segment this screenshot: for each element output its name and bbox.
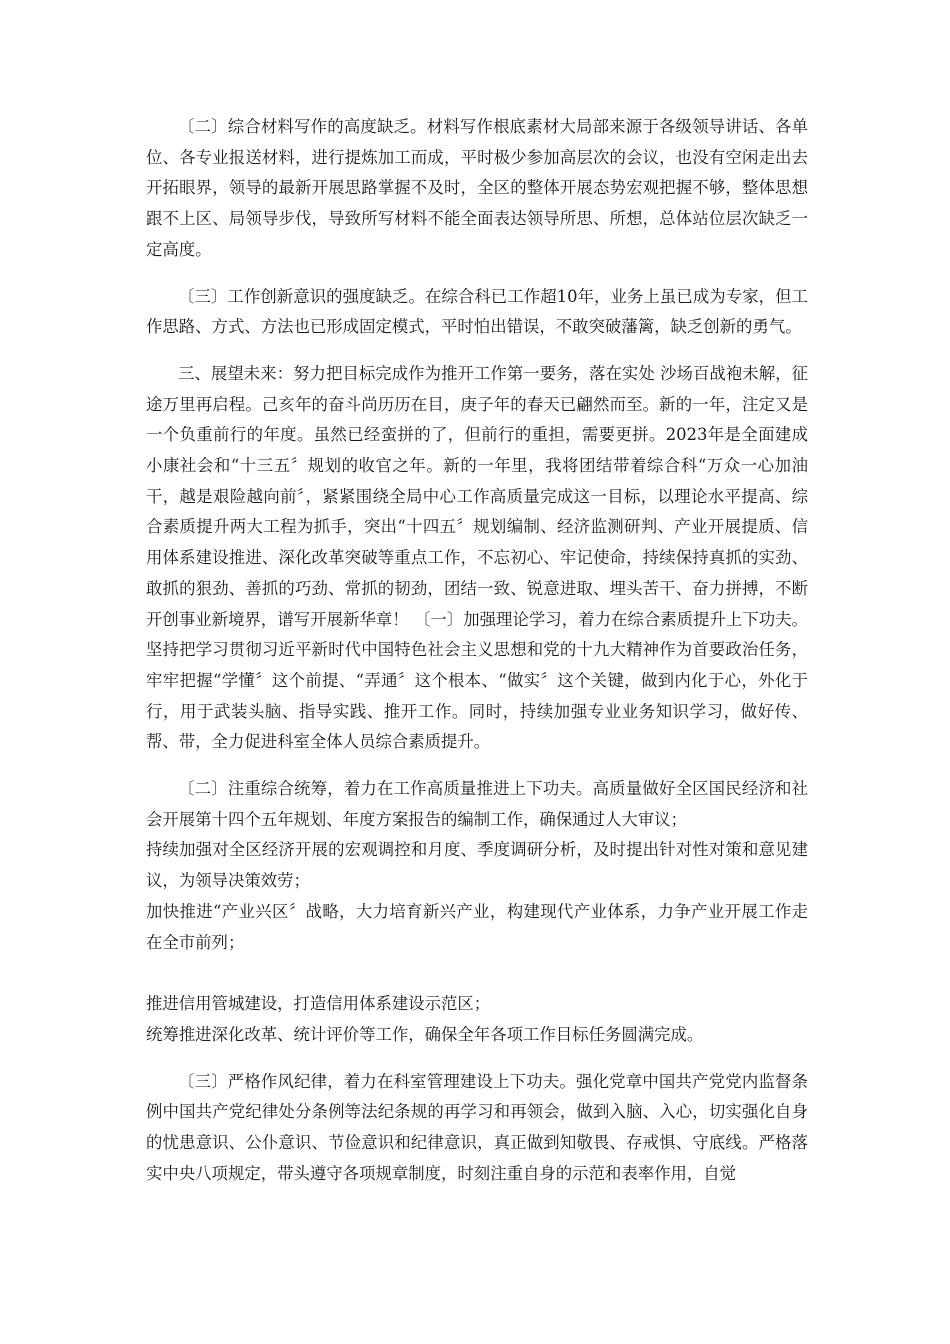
list-item-deepen-reform: 统筹推进深化改革、统计评价等工作，确保全年各项工作目标任务圆满完成。 [146, 1024, 704, 1044]
list-item-industry-strategy: 加快推进“产业兴区〞战略，大力培育新兴产业，构建现代产业体系，力争产业开展工作走在全市前列； [146, 901, 808, 952]
list-item-credit-system: 推进信用管城建设，打造信用体系建设示范区； [146, 994, 491, 1014]
paragraph-overall-planning: 〔二〕注重综合统筹，着力在工作高质量推进上下功夫。高质量做好全区国民经济和社会开展第十四个五年规划、年度方案报告的编制工作，确保通过人大审议； [146, 779, 808, 829]
paragraph-discipline: 〔三〕严格作风纪律，着力在科室管理建设上下功夫。强化党章中国共产党党内监督条例中国共产党纪律处分条例等法纪条规的再学习和再领会，做到入脑、入心，切实强化自身的忧患意识、公仆意识、节俭意识和纪律意识，真正做到知敬畏、存戒惧、守底线。严格落实中央八项规定，带头遵守各项规章制度，时刻注重自身的示范和表率作用，自觉 [146, 1071, 808, 1183]
document-body [146, 112, 808, 1190]
list-item-macro-control: 持续加强对全区经济开展的宏观调控和月度、季度调研分析，及时提出针对性对策和意见建议，为领导决策效劳； [146, 840, 808, 891]
paragraph-comprehensive-writing: 〔二〕综合材料写作的高度缺乏。材料写作根底素材大局部来源于各级领导讲话、各单位、各专业报送材料，进行提炼加工而成，平时极少参加高层次的会议，也没有空闲走出去开拓眼界，领导的最新开展思路掌握不及时，全区的整体开展态势宏观把握不够，整体思想跟不上区、局领导步伐，导致所写材料不能全面表达领导所思、所想，总体站位层次缺乏一定高度。 [146, 117, 808, 259]
paragraph-innovation-awareness: 〔三〕工作创新意识的强度缺乏。在综合科已工作超10年，业务上虽已成为专家，但工作思路、方式、方法也已形成固定模式，平时怕出错误，不敢突破藩篱，缺乏创新的勇气。 [146, 286, 808, 337]
paragraph-outlook: 三、展望未来：努力把目标完成作为推开工作第一要务，落在实处 沙场百战袍未解，征途万里再启程。己亥年的奋斗尚历历在目，庚子年的春天已翩然而至。新的一年，注定又是一个负重前行的年度。虽然已经蛮拼的了，但前行的重担，需要更拼。2023年是全面建成小康社会和“十三五〞规划的收官之年。新的一年里，我将团结带着综合科“万众一心加油干，越是艰险越向前〞，紧紧围绕全局中心工作高质量完成这一目标，以理论水平提高、综合素质提升两大工程为抓手，突出“十四五〞规划编制、经济监测研判、产业开展提质、信用体系建设推进、深化改革突破等重点工作，不忘初心、牢记使命，持续保持真抓的实劲、敢抓的狠劲、善抓的巧劲、常抓的韧劲，团结一致、锐意进取、埋头苦干、奋力拼搏，不断开创事业新境界，谱写开展新华章！ 〔一〕加强理论学习，着力在综合素质提升上下功夫。坚持把学习贯彻习近平新时代中国特色社会主义思想和党的十九大精神作为首要政治任务，牢牢把握“学懂〞这个前提、“弄通〞这个根本、“做实〞这个关键，做到内化于心，外化于行，用于武装头脑、指导实践、推开工作。同时，持续加强专业业务知识学习，做好传、帮、带，全力促进科室全体人员综合素质提升。 [146, 363, 808, 752]
blank-line [146, 958, 808, 989]
